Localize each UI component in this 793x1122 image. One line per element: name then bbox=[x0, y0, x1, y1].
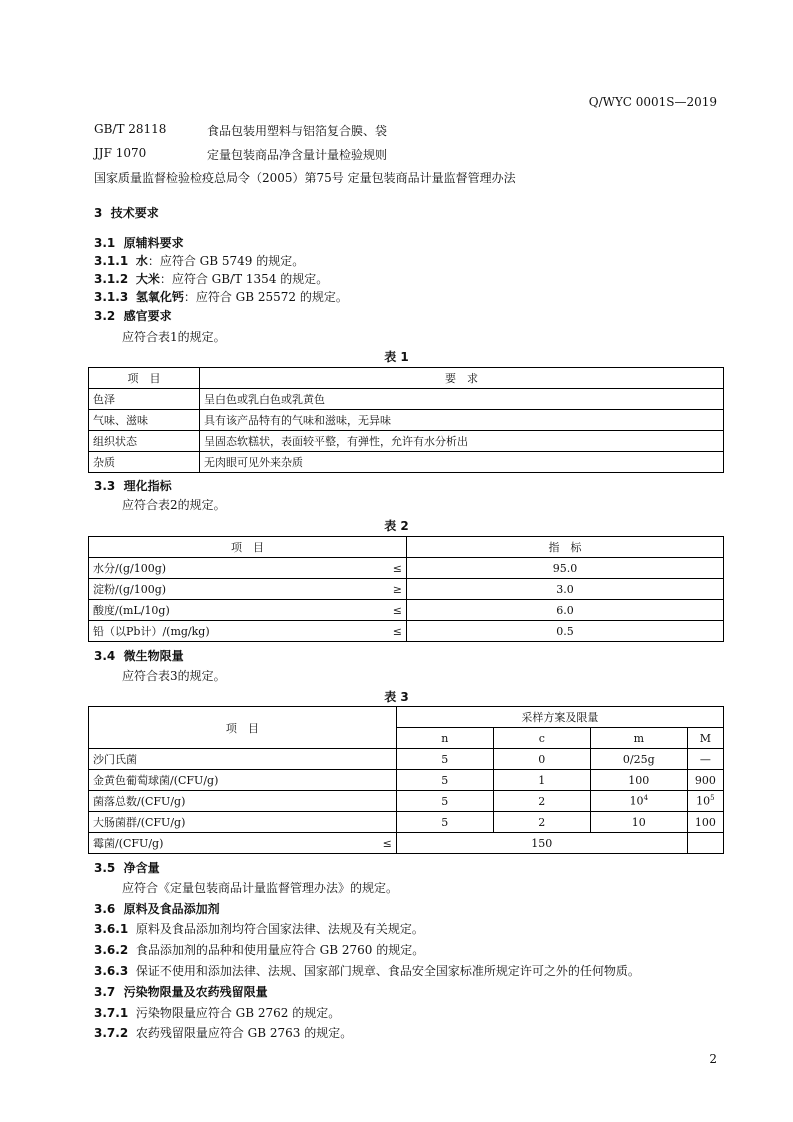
table-cell: 杂质 bbox=[89, 452, 200, 473]
section-3-5-text: 应符合《定量包装商品计量监督管理办法》的规定。 bbox=[122, 881, 399, 895]
clause-text: ：应符合 GB/T 1354 的规定。 bbox=[159, 272, 329, 286]
page-number: 2 bbox=[709, 1052, 717, 1066]
table-row bbox=[89, 431, 724, 452]
clause-text: ：应符合 GB 5749 的规定。 bbox=[147, 254, 305, 268]
section-title: 理化指标 bbox=[123, 479, 172, 493]
value-exponent: 5 bbox=[710, 794, 715, 803]
table-cell: 铅（以Pb计）/(mg/kg) bbox=[89, 621, 379, 642]
table-cell: 6.0 bbox=[407, 600, 724, 621]
header-cell: 采样方案及限量 bbox=[396, 707, 723, 728]
table-row bbox=[89, 389, 724, 410]
table-row bbox=[89, 579, 724, 600]
section-num: 3.3 bbox=[94, 479, 116, 493]
clause-3-6-2 bbox=[94, 941, 424, 958]
clause-text: 污染物限量应符合 GB 2762 的规定。 bbox=[135, 1006, 341, 1020]
table-cell: 菌落总数/(CFU/g) bbox=[89, 791, 397, 812]
section-num: 3.4 bbox=[94, 649, 116, 663]
clause-text: ：应符合 GB 25572 的规定。 bbox=[183, 290, 348, 304]
clause-3-1-3 bbox=[94, 288, 348, 305]
clause-text: 保证不使用和添加法律、法规、国家部门规章、食品安全国家标准所规定许可之外的任何物质。 bbox=[135, 964, 640, 978]
section-3-2-text: 应符合表1的规定。 bbox=[122, 330, 226, 344]
header-cell: 指 标 bbox=[407, 537, 724, 558]
clause-text: 农药残留限量应符合 GB 2763 的规定。 bbox=[135, 1026, 353, 1040]
table-cell: 淀粉/(g/100g) bbox=[89, 579, 379, 600]
clause-3-7-2 bbox=[94, 1024, 352, 1041]
clause-name: 氢氧化钙 bbox=[135, 290, 184, 304]
table-header-row bbox=[89, 707, 724, 728]
table-cell bbox=[687, 791, 723, 812]
value-base: 10 bbox=[696, 794, 711, 808]
operator-cell: ≤ bbox=[378, 621, 407, 642]
table-1 bbox=[88, 367, 724, 473]
table-cell: 呈白色或乳白色或乳黄色 bbox=[200, 389, 724, 410]
table-row bbox=[89, 621, 724, 642]
ref-title-2: 定量包装商品净含量计量检验规则 bbox=[207, 148, 388, 162]
section-3-2-heading bbox=[94, 307, 172, 324]
table-3 bbox=[88, 706, 724, 854]
table-cell: 5 bbox=[396, 791, 493, 812]
table-cell: 1 bbox=[493, 770, 590, 791]
table-row bbox=[89, 749, 724, 770]
section-title: 微生物限量 bbox=[123, 649, 184, 663]
clause-3-7-1 bbox=[94, 1004, 340, 1021]
table-header-row bbox=[89, 368, 724, 389]
table-cell: 3.0 bbox=[407, 579, 724, 600]
table-2 bbox=[88, 536, 724, 642]
header-cell: 要 求 bbox=[200, 368, 724, 389]
table-cell: 水分/(g/100g) bbox=[89, 558, 379, 579]
subheader-cell: m bbox=[590, 728, 687, 749]
table-cell: 气味、滋味 bbox=[89, 410, 200, 431]
operator-cell: ≤ bbox=[368, 833, 397, 854]
table1-caption: 表 1 bbox=[384, 350, 409, 364]
section-3-3-heading bbox=[94, 477, 172, 494]
table-cell: 呈固态软糕状，表面较平整，有弹性，允许有水分析出 bbox=[200, 431, 724, 452]
clause-3-6-3 bbox=[94, 962, 640, 979]
clause-num: 3.1.3 bbox=[94, 290, 129, 304]
section-title: 原料及食品添加剂 bbox=[123, 902, 220, 916]
section-num: 3.7 bbox=[94, 985, 116, 999]
header-cell: 项 目 bbox=[89, 537, 407, 558]
clause-text: 原料及食品添加剂均符合国家法律、法规及有关规定。 bbox=[135, 922, 424, 936]
table-cell bbox=[590, 791, 687, 812]
section-num: 3.1 bbox=[94, 236, 116, 250]
clause-num: 3.1.1 bbox=[94, 254, 129, 268]
table-cell: 组织状态 bbox=[89, 431, 200, 452]
clause-3-6-1 bbox=[94, 920, 424, 937]
clause-num: 3.7.1 bbox=[94, 1006, 129, 1020]
section-title: 感官要求 bbox=[123, 309, 172, 323]
subheader-cell: M bbox=[687, 728, 723, 749]
table-cell: 酸度/(mL/10g) bbox=[89, 600, 379, 621]
section-3-4-heading bbox=[94, 647, 184, 664]
clause-num: 3.6.3 bbox=[94, 964, 129, 978]
table-cell: 100 bbox=[590, 770, 687, 791]
ref-code-2: JJF 1070 bbox=[94, 146, 147, 160]
table-row bbox=[89, 410, 724, 431]
clause-3-1-1 bbox=[94, 252, 304, 269]
section-3-7-heading bbox=[94, 983, 268, 1000]
section-title: 污染物限量及农药残留限量 bbox=[123, 985, 268, 999]
table-cell: 霉菌/(CFU/g) bbox=[89, 833, 368, 854]
table-cell: 色泽 bbox=[89, 389, 200, 410]
table-cell: 5 bbox=[396, 770, 493, 791]
table-cell: 900 bbox=[687, 770, 723, 791]
section-3-5-heading bbox=[94, 859, 160, 876]
doc-code: Q/WYC 0001S—2019 bbox=[588, 95, 717, 109]
section-3-heading bbox=[94, 204, 159, 221]
subheader-cell: c bbox=[493, 728, 590, 749]
clause-num: 3.1.2 bbox=[94, 272, 129, 286]
header-cell: 项 目 bbox=[89, 707, 397, 749]
clause-num: 3.6.1 bbox=[94, 922, 129, 936]
clause-text: 食品添加剂的品种和使用量应符合 GB 2760 的规定。 bbox=[135, 943, 425, 957]
table-row bbox=[89, 791, 724, 812]
table-row bbox=[89, 558, 724, 579]
header-cell: 项 目 bbox=[89, 368, 200, 389]
table-cell: 大肠菌群/(CFU/g) bbox=[89, 812, 397, 833]
table-cell: 2 bbox=[493, 791, 590, 812]
table-row bbox=[89, 770, 724, 791]
clause-name: 大米 bbox=[135, 272, 160, 286]
section-num: 3.2 bbox=[94, 309, 116, 323]
section-title: 原辅料要求 bbox=[123, 236, 184, 250]
table-cell: 具有该产品特有的气味和滋味，无异味 bbox=[200, 410, 724, 431]
table-cell: 150 bbox=[396, 833, 687, 854]
operator-cell: ≤ bbox=[378, 600, 407, 621]
section-3-6-heading bbox=[94, 900, 220, 917]
clause-num: 3.7.2 bbox=[94, 1026, 129, 1040]
table-cell: 95.0 bbox=[407, 558, 724, 579]
clause-3-1-2 bbox=[94, 270, 328, 287]
table3-caption: 表 3 bbox=[384, 690, 409, 704]
table-cell: 0 bbox=[493, 749, 590, 770]
clause-name: 水 bbox=[135, 254, 148, 268]
table-row bbox=[89, 600, 724, 621]
table-cell: 沙门氏菌 bbox=[89, 749, 397, 770]
table-cell: 5 bbox=[396, 812, 493, 833]
section-num: 3 bbox=[94, 206, 103, 220]
table-cell: 5 bbox=[396, 749, 493, 770]
table-cell: 2 bbox=[493, 812, 590, 833]
operator-cell: ≤ bbox=[378, 558, 407, 579]
ref-code-3: 国家质量监督检验检疫总局令（2005）第75号 bbox=[94, 171, 344, 185]
value-base: 10 bbox=[629, 794, 644, 808]
table-cell: 0.5 bbox=[407, 621, 724, 642]
value-exponent: 4 bbox=[643, 794, 649, 803]
section-3-3-text: 应符合表2的规定。 bbox=[122, 498, 226, 512]
operator-cell: ≥ bbox=[378, 579, 407, 600]
section-title: 净含量 bbox=[123, 861, 160, 875]
table-cell bbox=[687, 833, 723, 854]
table2-caption: 表 2 bbox=[384, 519, 409, 533]
table-row bbox=[89, 833, 724, 854]
section-3-1-heading bbox=[94, 234, 184, 251]
table-cell: 100 bbox=[687, 812, 723, 833]
section-num: 3.6 bbox=[94, 902, 116, 916]
section-title: 技术要求 bbox=[110, 206, 159, 220]
ref-line-3 bbox=[94, 169, 516, 186]
table-row bbox=[89, 812, 724, 833]
table-cell: 无肉眼可见外来杂质 bbox=[200, 452, 724, 473]
ref-title-3: 定量包装商品计量监督管理办法 bbox=[347, 171, 516, 185]
table-row bbox=[89, 452, 724, 473]
table-cell: — bbox=[687, 749, 723, 770]
table-header-row bbox=[89, 537, 724, 558]
table-cell: 0/25g bbox=[590, 749, 687, 770]
table-cell: 10 bbox=[590, 812, 687, 833]
clause-num: 3.6.2 bbox=[94, 943, 129, 957]
table-cell: 金黄色葡萄球菌/(CFU/g) bbox=[89, 770, 397, 791]
subheader-cell: n bbox=[396, 728, 493, 749]
ref-code-1: GB/T 28118 bbox=[94, 122, 167, 136]
section-3-4-text: 应符合表3的规定。 bbox=[122, 669, 226, 683]
ref-title-1: 食品包装用塑料与铝箔复合膜、袋 bbox=[207, 124, 388, 138]
section-num: 3.5 bbox=[94, 861, 116, 875]
